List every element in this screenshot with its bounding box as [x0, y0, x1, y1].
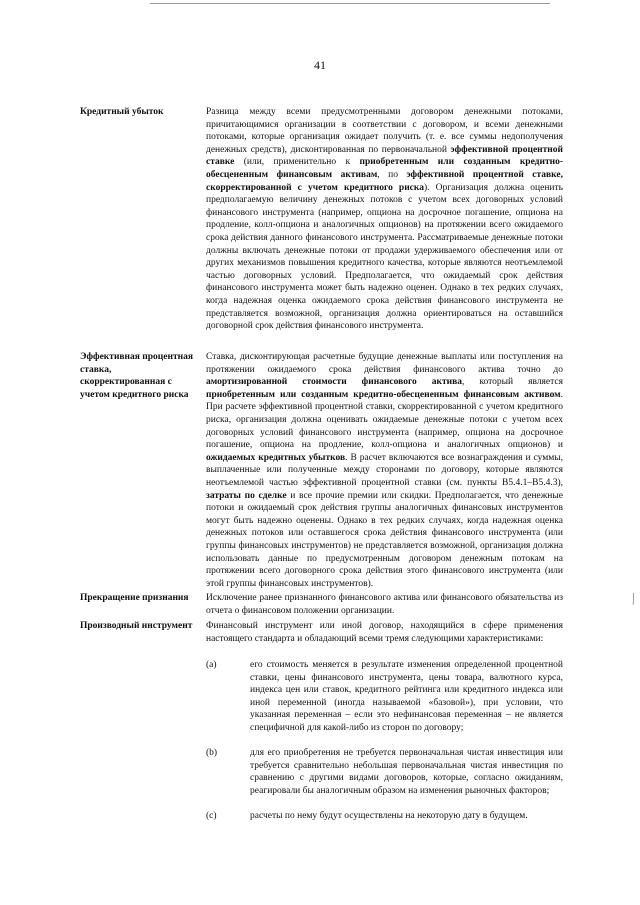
glossary-term: Прекращение признания [80, 593, 189, 603]
glossary-definition [206, 592, 563, 617]
definition-text: Разница между всеми предусмотренными договором денежными потоками, причитающимися организации в соответствии с договором, и всеми денежными потоками, которые организация ожидает получить (т. е. все суммы недополучения денежных средств), дисконтированная по первоначальной [206, 107, 563, 155]
definition-text: . При расчете эффективной процентной ставки, скорректированной с учетом кредитного риска, организация должна оценивать ожидаемые денежные потоки с учетом всех договорных условий финансового инструмента (например, опциона на досрочное погашение, опциона на продление, колл-опциона и аналогичных опционов) и [206, 389, 563, 451]
glossary-term: Эффективная процентная ставка, скорректированная с учетом кредитного риска [80, 352, 193, 400]
definition-text: ). Организация должна оценить предполагаемую величину денежных потоков с учетом всех договорных условий финансового инструмента (например, опциона на досрочное погашение, опциона на продление, колл-опциона и аналогичных опционов) на протяжении всего ожидаемого срока действия данного финансового инструмента. Рассматриваемые денежные потоки должны включать денежные потоки от продажи удерживаемого обеспечения или от других механизмов повышения кредитного качества, которые являются неотъемлемой частью договорных условий. Предполагается, что ожидаемый срок действия финансового инструмента может быть надежно оценен. Однако в тех редких случаях, когда надежная оценка ожидаемого срока действия финансового инструмента не представляется возможной, организация должна ориентироваться на оставшийся договорной срок действия финансового инструмента. [206, 182, 563, 332]
top-border-line [150, 3, 550, 4]
definition-text: , который является [462, 377, 564, 388]
glossary-definition [206, 620, 563, 645]
definition-text: (или, применительно к [234, 157, 360, 168]
glossary-definition [206, 351, 563, 590]
defined-term-reference: приобретенным или созданным кредитно-обесцененным финансовым активом [206, 389, 561, 400]
defined-term-reference: затраты по сделке [206, 490, 287, 501]
glossary-term: Кредитный убыток [80, 107, 164, 117]
list-marker: (c) [206, 811, 217, 821]
glossary-definition [206, 106, 563, 333]
glossary-term: Производный инструмент [80, 621, 193, 631]
list-marker: (b) [206, 748, 218, 758]
defined-term-reference: эффективной процентной ставке [206, 144, 563, 168]
defined-term-reference: приобретенным или созданным кредитно-обесцененным финансовым активам [206, 157, 564, 180]
list-text: для его приобретения не требуется первоначальная чистая инвестиция или требуется сравнительно небольшая первоначальная чистая инвестиция по сравнению с другими видами договоров, которые, согласно ожиданиям, реагировали бы аналогичным образом на изменения рыночных факторов; [250, 748, 563, 796]
list-marker: (a) [206, 660, 217, 670]
definition-text: Ставка, дисконтирующая расчетные будущие денежные выплаты или поступления на протяжении ожидаемого срока действия финансового актива точно до [206, 352, 563, 375]
defined-term-reference: эффективной процентной ставке, скорректированной с учетом кредитного риска [206, 169, 563, 193]
definition-text: Финансовый инструмент или иной договор, находящийся в сфере применения настоящего стандарта и обладающий всеми тремя следующими характеристиками: [206, 621, 563, 644]
definition-text: и все прочие премии или скидки. Предполагается, что денежные потоки и ожидаемый срок действия группы аналогичных финансовых инструментов могут быть надежно оценены. Однако в тех редких случаях, когда надежная оценка денежных потоков или оставшегося срока действия финансового инструмента (или группы финансовых инструментов) не представляется возможной, организация должна использовать данные по предусмотренным договором денежным потокам на протяжении всего договорного срока действия этого финансового инструмента (или этой группы финансовых инструментов). [206, 490, 563, 589]
margin-tick-mark: ╱ [628, 593, 638, 605]
list-text: расчеты по нему будут осуществлены на некоторую дату в будущем. [250, 811, 528, 821]
definition-text: Исключение ранее признанного финансового актива или финансового обязательства из отчета о финансовом положении организации. [206, 593, 563, 616]
defined-term-reference: амортизированной стоимости финансового актива [206, 377, 463, 388]
page-number: 41 [314, 58, 326, 72]
definition-text: , по [377, 169, 407, 180]
defined-term-reference: ожидаемых кредитных убытков [206, 452, 346, 463]
list-text: его стоимость меняется в результате изменения определенной процентной ставки, цены финансового инструмента, цены товара, валютного курса, индекса цен или ставок, кредитного рейтинга или кредитного индекса или иной переменной (иногда называемой «базовой»), при условии, что указанная переменная – если это нефинансовая переменная – не является специфичной для какой-либо из сторон по договору; [250, 660, 563, 733]
definition-text: . В расчет включаются все вознаграждения и суммы, выплаченные или полученные между сторонами по договору, которые являются неотъемлемой частью эффективной процентной ставки (см. пункты B5.4.1–B5.4.3), [206, 452, 564, 488]
